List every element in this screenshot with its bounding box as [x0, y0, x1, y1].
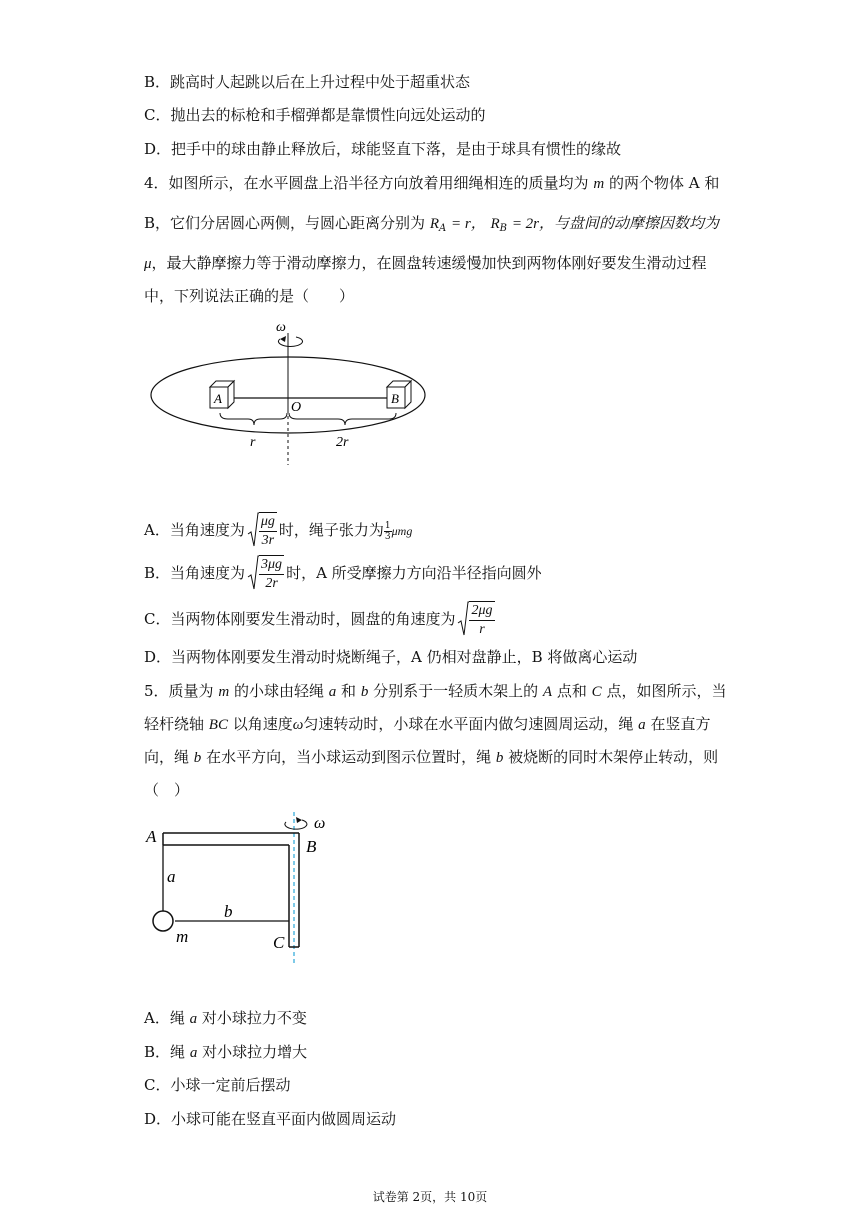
svg-text:B: B — [306, 837, 317, 856]
svg-text:B: B — [391, 391, 399, 406]
q5-option-a: A．绳 a 对小球拉力不变 — [144, 1009, 307, 1027]
svg-text:m: m — [176, 927, 189, 946]
q5-option-c: C．小球一定前后摆动 — [144, 1076, 291, 1094]
q5-stem-line4: （ ） — [144, 781, 190, 799]
q5-option-d: D．小球可能在竖直平面内做圆周运动 — [144, 1110, 397, 1128]
q5-option-b: B．绳 a 对小球拉力增大 — [144, 1043, 308, 1061]
q3-option-b: B．跳高时人起跳以后在上升过程中处于超重状态 — [144, 73, 471, 91]
q4-option-d: D．当两物体刚要发生滑动时烧断绳子，A 仍相对盘静止，B 将做离心运动 — [144, 648, 638, 666]
q3-option-c: C．抛出去的标枪和手榴弹都是靠惯性向远处运动的 — [144, 106, 486, 124]
q4-stem-line1: 4．如图所示，在水平圆盘上沿半径方向放着用细绳相连的质量均为 m 的两个物体 A 和 — [144, 174, 720, 192]
rotation-arrow-icon — [285, 820, 307, 829]
q4-option-c: C．当两物体刚要发生滑动时，圆盘的角速度为 $\frac{2\mu g}{r}$ — [144, 603, 493, 637]
page-footer: 试卷第 2页，共 10页 — [372, 1190, 488, 1204]
q4-stem-line4: 中，下列说法正确的是（ ） — [144, 287, 355, 305]
brace-r — [220, 413, 287, 425]
omega-label: ω — [276, 320, 286, 335]
center-o-label: O — [291, 400, 302, 415]
r-label: r — [250, 435, 256, 450]
svg-text:A: A — [214, 391, 222, 406]
sqrt-expression: $\frac{\mu g}{3r}$ — [247, 512, 277, 550]
q5-stem-line2: 轻杆绕轴 BC 以角速度ω匀速转动时，小球在水平面内做匀速圆周运动，绳 a 在竖直方 — [144, 715, 711, 733]
q4-option-b: B．当角速度为 $\frac{3\mu g}{2r}$ 时，A 所受摩擦力方向沿半径指向圆外 — [144, 557, 542, 591]
svg-text:C: C — [273, 933, 285, 952]
q5-stem-line1: 5．质量为 m 的小球由轻绳 a 和 b 分别系于一轻质木架上的 A 点和 C 点，如图所示，当 — [144, 682, 727, 700]
q5-figure-frame — [140, 808, 350, 970]
svg-text:b: b — [224, 902, 233, 921]
ball-m — [153, 911, 173, 931]
svg-text:a: a — [167, 867, 176, 886]
svg-text:A: A — [146, 827, 157, 846]
q3-option-d: D．把手中的球由静止释放后，球能竖直下落，是由于球具有惯性的缘故 — [144, 140, 622, 158]
q4-stem-line2: B，它们分居圆心两侧，与圆心距离分别为 $R_A = r$， $R_B = 2r$，与盘间的动摩擦因数均为 — [144, 214, 720, 234]
q5-stem-line3: 向，绳 b 在水平方向，当小球运动到图示位置时，绳 b 被烧断的同时木架停止转动，则 — [144, 748, 719, 766]
svg-text:ω: ω — [314, 815, 326, 832]
2r-label: 2r — [336, 435, 349, 450]
q4-figure-disk — [140, 315, 440, 470]
q4-stem-line3: μ，最大静摩擦力等于滑动摩擦力，在圆盘转速缓慢加快到两物体刚好要发生滑动过程 — [144, 254, 707, 272]
q4-option-a: A．当角速度为 $\frac{\mu g}{3r}$ 时，绳子张力为 $\frac{1}{3}$ μmg — [144, 514, 413, 548]
